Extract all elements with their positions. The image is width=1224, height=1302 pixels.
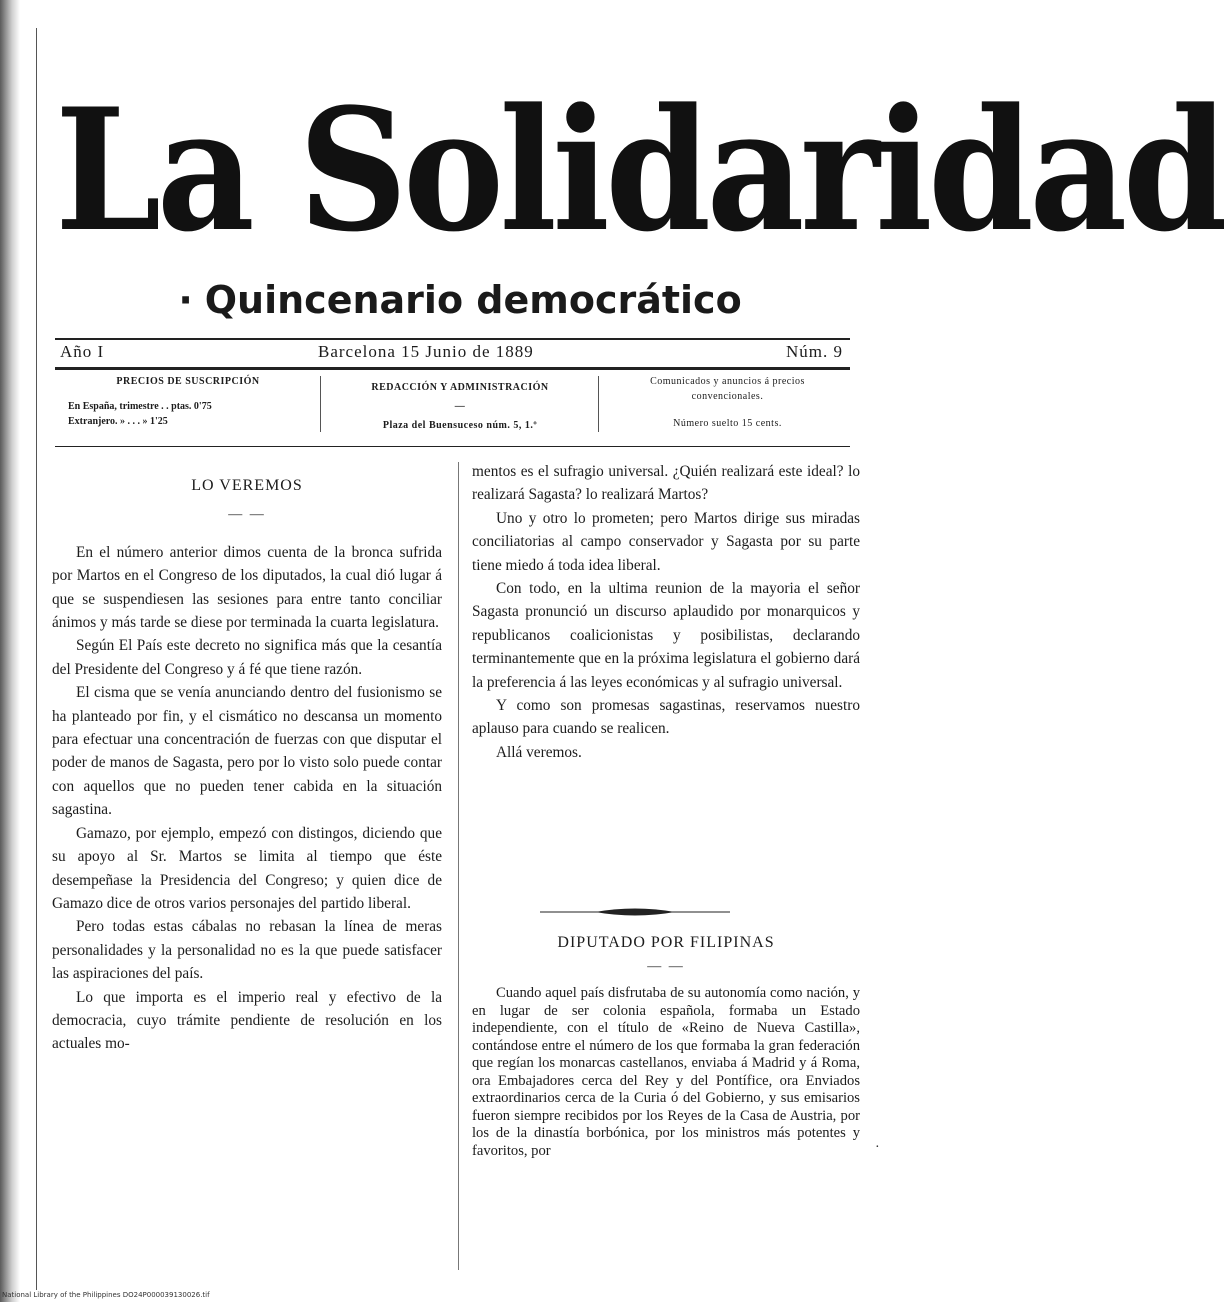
subscription-title: PRECIOS DE SUSCRIPCIÓN xyxy=(116,376,260,387)
subscription-spain: En España, trimestre . . ptas. 0'75 xyxy=(68,401,212,412)
dateline-bottom-rule xyxy=(55,367,850,370)
header-bottom-rule xyxy=(55,446,850,447)
single-issue-price: Número suelto 15 cents. xyxy=(673,418,782,429)
paragraph: En el número anterior dimos cuenta de la bronca sufrida por Martos en el Congreso de los diputados, la cual dió lugar á que se suspendiesen las sesiones para entre tanto conciliar ánimos y más tarde se diese por terminada la cuarta legislatura. xyxy=(52,543,442,632)
left-column xyxy=(52,472,442,1056)
subtitle-dot: · xyxy=(178,278,193,322)
paragraph: Gamazo, por ejemplo, empezó con distingos, diciendo que su apoyo al Sr. Martos se limita al tiempo que éste desempeñase la Presidencia del Congreso; y quien dice de Gamazo dice de otros varios personajes del partido liberal. xyxy=(52,824,442,912)
paragraph: Y como son promesas sagastinas, reservamos nuestro aplauso para cuando se realicen. xyxy=(472,697,860,738)
paragraph: Allá veremos. xyxy=(496,743,582,761)
subtitle-text: Quincenario democrático xyxy=(204,278,742,322)
paragraph: Según El País este decreto no significa más que la cesantía del Presidente del Congreso y á fé que tiene razón. xyxy=(52,637,442,678)
section-divider-ornament xyxy=(540,905,730,919)
notices-box xyxy=(615,374,840,431)
subscription-abroad: Extranjero. » . . . » 1'25 xyxy=(68,416,168,427)
heading-dash: — — xyxy=(228,507,266,523)
masthead-subtitle xyxy=(110,278,810,322)
info-separator xyxy=(320,376,321,432)
article-heading: DIPUTADO POR FILIPINAS xyxy=(557,934,775,951)
office-dash: — xyxy=(454,401,466,412)
paragraph: Uno y otro lo prometen; pero Martos dirige sus miradas conciliatorias al campo conservador y Sagasta por su parte tiene miedo á toda idea liberal. xyxy=(472,509,860,574)
paragraph: Con todo, en la ultima reunion de la mayoria el señor Sagasta pronunció un discurso aplaudido por monarquicos y republicanos coalicionistas y posibilistas, declarando terminantemente que en la próxima legislatura el gobierno dará la preferencia á las leyes económicas y al sufragio universal. xyxy=(472,580,860,691)
office-title: REDACCIÓN Y ADMINISTRACIÓN xyxy=(371,382,549,393)
heading-dash: — — xyxy=(647,958,685,974)
page-left-border xyxy=(36,28,37,1290)
right-column-top xyxy=(472,460,860,764)
dateline-year: Año I xyxy=(60,342,105,361)
article-heading: LO VEREMOS xyxy=(191,477,303,494)
office-box xyxy=(335,380,585,433)
right-column-bottom xyxy=(472,932,860,1160)
scan-credit: National Library of the Philippines DO24P000039130026.tif xyxy=(2,1291,210,1299)
scan-edge-shadow xyxy=(0,0,20,1302)
subscription-box xyxy=(68,374,308,429)
paragraph: Pero todas estas cábalas no rebasan la línea de meras personalidades y la personalidad no es la que puede satisfacer las aspiraciones del país. xyxy=(52,918,442,983)
paragraph: mentos es el sufragio universal. ¿Quién realizará este ideal? lo realizará Sagasta? lo realizará Martos? xyxy=(472,463,860,504)
column-separator xyxy=(458,462,459,1270)
info-separator xyxy=(598,376,599,432)
notices-text: Comunicados y anuncios á precios convencionales. xyxy=(650,376,805,402)
office-address: Plaza del Buensuceso núm. 5, 1.º xyxy=(382,420,538,431)
dateline-place-date: Barcelona 15 Junio de 1889 xyxy=(318,342,534,361)
dateline-number: Núm. 9 xyxy=(786,342,843,361)
margin-dot: · xyxy=(875,1140,880,1155)
paragraph: Cuando aquel país disfrutaba de su autonomía como nación, y en lugar de ser colonia española, formaba un Estado independiente, con el título de «Reino de Nueva Castilla», contándose entre el número de los que formaba la gran federación que regían los monarcas castellanos, enviaba á Madrid y á Roma, ora Embajadores cerca del Rey y del Pontífice, ora Enviados extraordinarios cerca de la Curia ó del Gobierno, y sus emisarios fueron siempre recibidos por los Reyes de la Casa de Austria, por los de la dinastía borbónica, por los ministros más potentes y favoritos, por xyxy=(472,985,860,1159)
masthead-title: La Solidaridad xyxy=(55,71,1224,269)
dateline-top-rule xyxy=(55,338,850,340)
paragraph: Lo que importa es el imperio real y efectivo de la democracia, cuyo trámite pendiente de resolución en los actuales mo- xyxy=(52,988,442,1053)
paragraph: El cisma que se venía anunciando dentro del fusionismo se ha planteado por fin, y el cismático no descansa un momento para efectuar una concentración de fuerzas con que disputar el poder de manos de Sagasta, pero por lo visto solo puede contar con aquellos que no pueden tener cabida en la situación sagastina. xyxy=(52,684,442,819)
